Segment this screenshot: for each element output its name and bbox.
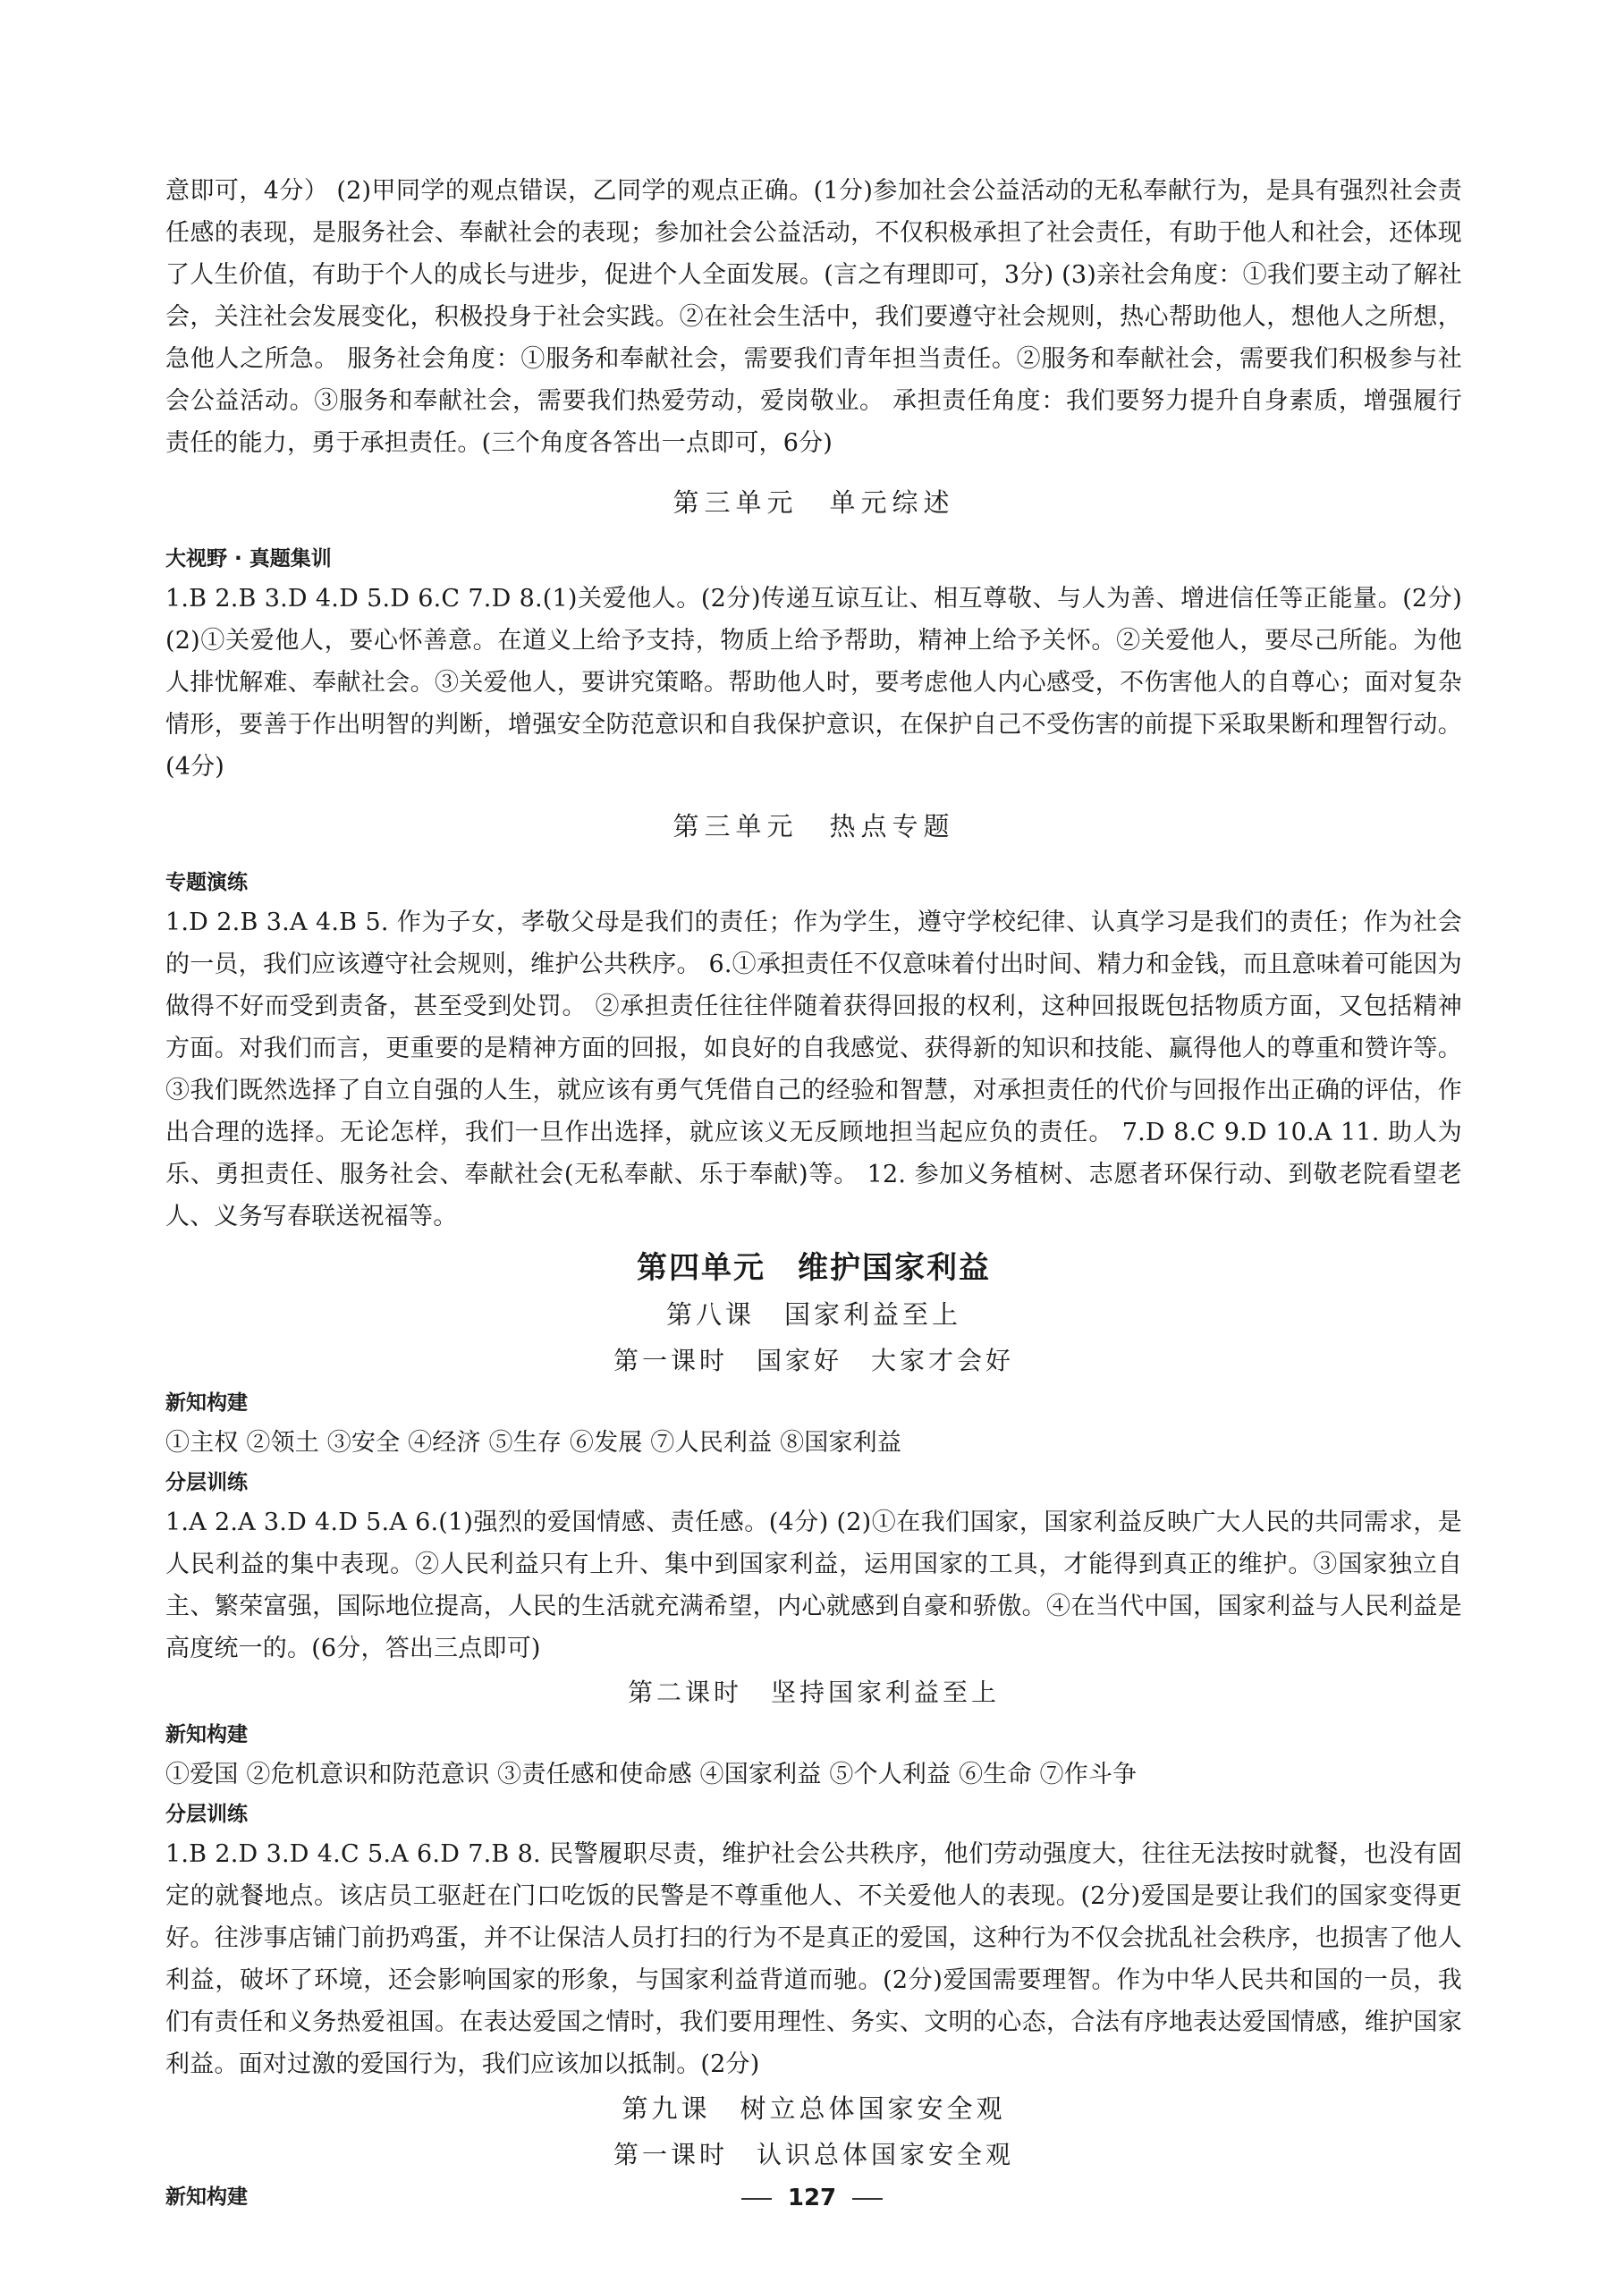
period-heading: 第一课时 国家好 大家才会好 — [613, 1346, 1014, 1375]
answer-paragraph: 1.B 2.D 3.D 4.C 5.A 6.D 7.B 8. 民警履职尽责，维护社会公共秩序，他们劳动强度大，往往无法按时就餐，也没有固定的就餐地点。该店员工驱赶在门口吃饭的民警是不尊重他人、不关爱他人的表现。(2分)爱国是要让我们的国家变得更好。往涉事店铺门前扔鸡蛋，并不让保洁人员打扫的行为不是真正的爱国，这种行为不仅会扰乱社会秩序，也损害了他人利益，破坏了环境，还会影响国家的形象，与国家利益背道而驰。(2分)爱国需要理智。作为中华人民共和国的一员，我们有责任和义务热爱祖国。在表达爱国之情时，我们要用理性、务实、文明的心态，合法有序地表达爱国情感，维护国家利益。面对过激的爱国行为，我们应该加以抵制。(2分) — [165, 1840, 1462, 2078]
document-page — [165, 170, 1462, 2216]
answer-paragraph: ①爱国 ②危机意识和防范意识 ③责任感和使命感 ④国家利益 ⑤个人利益 ⑥生命 ⑦作斗争 — [165, 1761, 1138, 1788]
section-label: 新知构建 — [165, 1723, 248, 1746]
answer-paragraph: 1.B 2.B 3.D 4.D 5.D 6.C 7.D 8.(1)关爱他人。(2分)传递互谅互让、相互尊敬、与人为善、增进信任等正能量。(2分) (2)①关爱他人，要心怀善意。在道义上给予支持，物质上给予帮助，精神上给予关怀。②关爱他人，要尽己所能。为他人排忧解难、奉献社会。③关爱他人，要讲究策略。帮助他人时，要考虑他人内心感受，不伤害他人的自尊心；面对复杂情形，要善于作出明智的判断，增强安全防范意识和自我保护意识，在保护自己不受伤害的前提下采取果断和理智行动。(4分) — [165, 585, 1462, 781]
unit-heading: 第三单元 单元综述 — [672, 487, 955, 518]
page-number-dash-left — [741, 2198, 772, 2200]
page-number-dash-right — [852, 2198, 883, 2200]
section-label: 大视野 · 真题集训 — [165, 547, 332, 571]
answer-paragraph: 1.D 2.B 3.A 4.B 5. 作为子女，孝敬父母是我们的责任；作为学生，遵守学校纪律、认真学习是我们的责任；作为社会的一员，我们应该遵守社会规则，维护公共秩序。 6.①承担责任不仅意味着付出时间、精力和金钱，而且意味着可能因为做得不好而受到责备，甚至受到处罚。 ②承担责任往往伴随着获得回报的权利，这种回报既包括物质方面，又包括精神方面。对我们而言，更重要的是精神方面的回报，如良好的自我感觉、获得新的知识和技能、赢得他人的尊重和赞许等。 ③我们既然选择了自立自强的人生，就应该有勇气凭借自己的经验和智慧，对承担责任的代价与回报作出正确的评估，作出合理的选择。无论怎样，我们一旦作出选择，就应该义无反顾地担当起应负的责任。 7.D 8.C 9.D 10.A 11. 助人为乐、勇担责任、服务社会、奉献社会(无私奉献、乐于奉献)等。 12. 参加义务植树、志愿者环保行动、到敬老院看望老人、义务写春联送祝福等。 — [165, 909, 1462, 1230]
section-label: 分层训练 — [165, 1471, 248, 1494]
answer-paragraph: 意即可，4分） (2)甲同学的观点错误，乙同学的观点正确。(1分)参加社会公益活动的无私奉献行为，是具有强烈社会责任感的表现，是服务社会、奉献社会的表现；参加社会公益活动，不仅积极承担了社会责任，有助于他人和社会，还体现了人生价值，有助于个人的成长与进步，促进个人全面发展。(言之有理即可，3分) (3)亲社会角度：①我们要主动了解社会，关注社会发展变化，积极投身于社会实践。②在社会生活中，我们要遵守社会规则，热心帮助他人，想他人之所想，急他人之所急。 服务社会角度：①服务和奉献社会，需要我们青年担当责任。②服务和奉献社会，需要我们积极参与社会公益活动。③服务和奉献社会，需要我们热爱劳动，爱岗敬业。 承担责任角度：我们要努力提升自身素质，增强履行责任的能力，勇于承担责任。(三个角度各答出一点即可，6分) — [165, 177, 1462, 457]
section-label: 新知构建 — [165, 2185, 248, 2209]
unit-heading: 第三单元 热点专题 — [672, 811, 955, 841]
unit-title: 第四单元 维护国家利益 — [637, 1250, 991, 1286]
page-number-value: 127 — [787, 2185, 837, 2211]
period-heading: 第一课时 认识总体国家安全观 — [613, 2140, 1014, 2169]
section-label: 分层训练 — [165, 1803, 248, 1826]
answer-paragraph: 1.A 2.A 3.D 4.D 5.A 6.(1)强烈的爱国情感、责任感。(4分) (2)①在我们国家，国家利益反映广大人民的共同需求，是人民利益的集中表现。②人民利益只有上升、集中到国家利益，运用国家的工具，才能得到真正的维护。③国家独立自主、繁荣富强，国际地位提高，人民的生活就充满希望，内心就感到自豪和骄傲。④在当代中国，国家利益与人民利益是高度统一的。(6分，答出三点即可) — [165, 1509, 1462, 1662]
lesson-heading: 第八课 国家利益至上 — [665, 1299, 961, 1330]
page-number — [0, 2185, 1624, 2211]
answer-paragraph: ①主权 ②领土 ③安全 ④经济 ⑤生存 ⑥发展 ⑦人民利益 ⑧国家利益 — [165, 1429, 902, 1457]
section-label: 新知构建 — [165, 1391, 248, 1415]
lesson-heading: 第九课 树立总体国家安全观 — [622, 2093, 1006, 2124]
section-label: 专题演练 — [165, 871, 248, 894]
period-heading: 第二课时 坚持国家利益至上 — [627, 1678, 1000, 1707]
